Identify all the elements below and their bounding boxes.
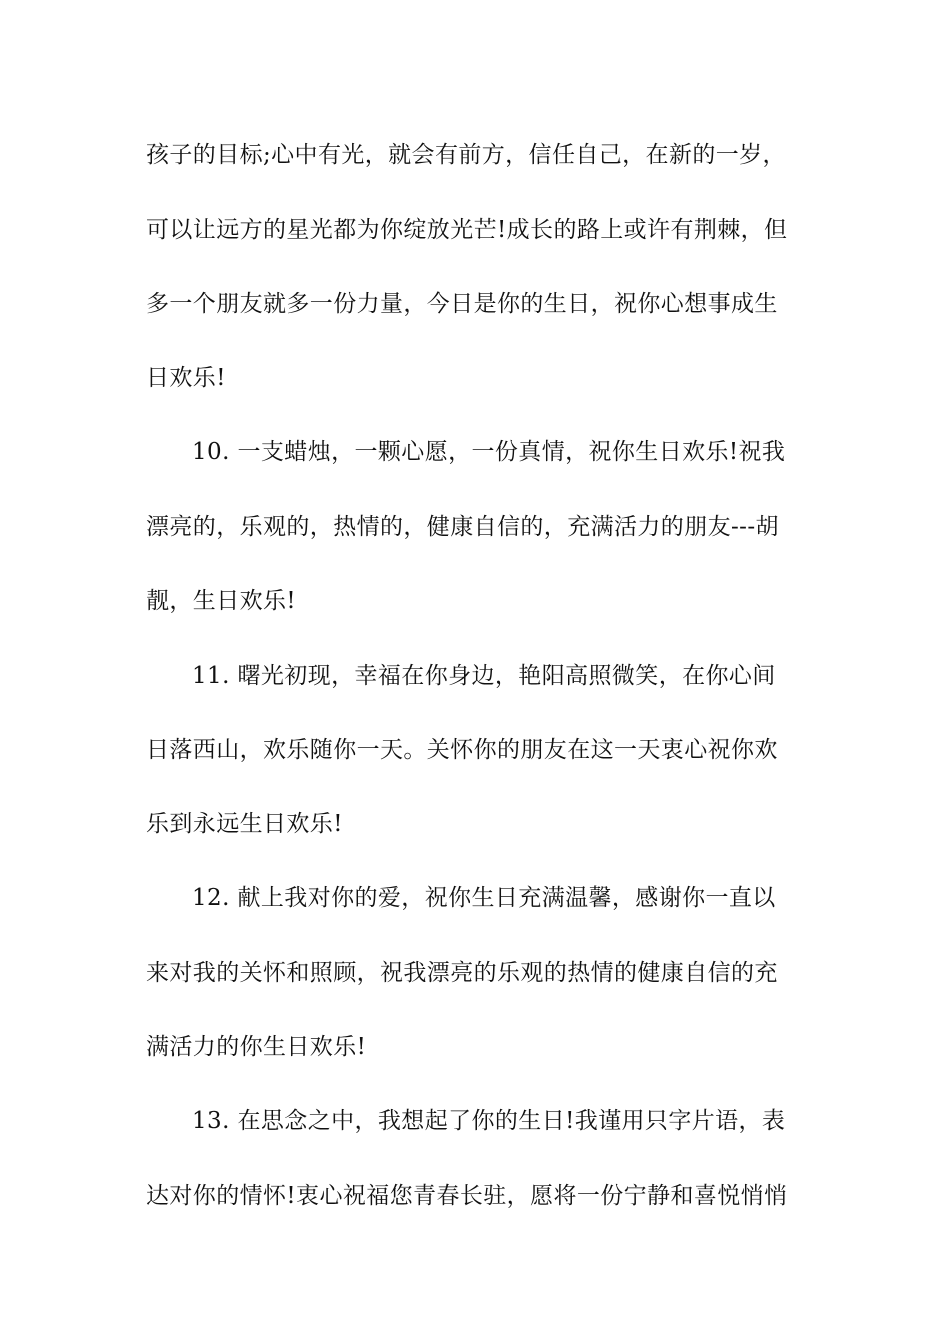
text-line: 漂亮的，乐观的，热情的，健康自信的，充满活力的朋友---胡 <box>146 514 779 540</box>
paragraph-12-first-line: 12. 献上我对你的爱，祝你生日充满温馨，感谢你一直以 <box>192 885 776 911</box>
text-line: 日欢乐! <box>146 365 226 391</box>
paragraph-10-first-line: 10. 一支蜡烛，一颗心愿，一份真情，祝你生日欢乐!祝我 <box>192 439 786 465</box>
text-line: 靓，生日欢乐! <box>146 588 297 614</box>
text-line: 来对我的关怀和照顾，祝我漂亮的乐观的热情的健康自信的充 <box>146 960 778 986</box>
text-line: 乐到永远生日欢乐! <box>146 811 343 837</box>
text-line: 达对你的情怀!衷心祝福您青春长驻，愿将一份宁静和喜悦悄悄 <box>146 1183 788 1209</box>
text-line: 可以让远方的星光都为你绽放光芒!成长的路上或许有荆棘，但 <box>146 217 788 243</box>
text-line: 孩子的目标;心中有光，就会有前方，信任自己，在新的一岁， <box>146 142 786 168</box>
text-line: 多一个朋友就多一份力量，今日是你的生日，祝你心想事成生 <box>146 291 778 317</box>
text-line: 满活力的你生日欢乐! <box>146 1034 367 1060</box>
text-line: 日落西山，欢乐随你一天。关怀你的朋友在这一天衷心祝你欢 <box>146 737 778 763</box>
paragraph-11-first-line: 11. 曙光初现，幸福在你身边，艳阳高照微笑，在你心间 <box>192 663 776 689</box>
paragraph-13-first-line: 13. 在思念之中，我想起了你的生日!我谨用只字片语，表 <box>192 1108 786 1134</box>
